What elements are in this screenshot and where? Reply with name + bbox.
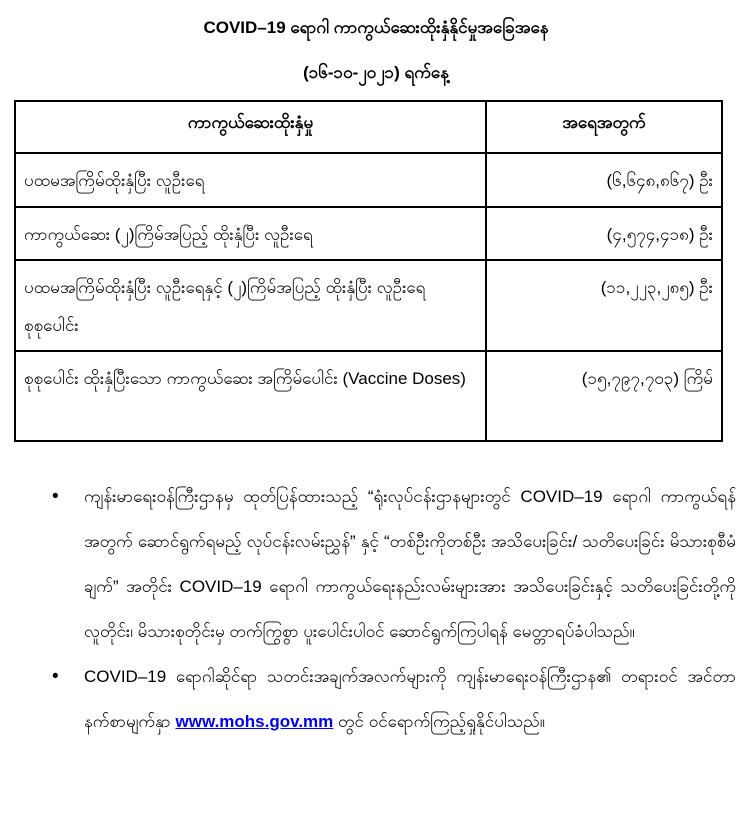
document-date: (၁၆-၁၀-၂၀၂၁) ရက်နေ့ [303,63,449,83]
bullet-icon: • [52,665,59,687]
row-label-fully-vaccinated: ကာကွယ်ဆေး (၂)ကြိမ်အပြည့် ထိုးနှံပြီး လူဦးရေ [15,207,486,260]
table-header-count: အရေအတွက် [486,101,722,153]
bullet-icon: • [52,485,59,507]
table-row [15,153,722,206]
row-value-total-people: (၁၁,၂၂၃,၂၈၅) ဦး [486,260,722,351]
row-value-total-doses: (၁၅,၇၉၇,၇၀၃) ကြိမ် [486,351,722,441]
table-header-row [15,101,722,153]
table-header-vaccination: ကာကွယ်ဆေးထိုးနှံမှု [15,101,486,153]
bullet-list [14,474,738,744]
website-paragraph [84,654,736,744]
row-label-first-dose: ပထမအကြိမ်ထိုးနှံပြီး လူဦးရေ [15,153,486,206]
mohs-website-link[interactable]: www.mohs.gov.mm [175,711,334,731]
table-row [15,207,722,260]
bullet-item [52,474,736,654]
table-row [15,351,722,441]
row-label-total-people: ပထမအကြိမ်ထိုးနှံပြီး လူဦးရေနှင့် (၂)ကြိမ်အပြည့် ထိုးနှံပြီး လူဦးရေစုစုပေါင်း [15,260,486,351]
guideline-paragraph: ကျန်းမာရေးဝန်ကြီးဌာနမှ ထုတ်ပြန်ထားသည့် “ရုံးလုပ်ငန်းဌာနများတွင် COVID–19 ရောဂါ ကာကွယ်ရန်အတွက် ဆောင်ရွက်ရမည့် လုပ်ငန်းလမ်းညွှန်” နှင့် “တစ်ဦးကိုတစ်ဦး အသိပေးခြင်း/ သတိပေးခြင်း မိသားစုစီမံချက်” အတိုင်း COVID–19 ရောဂါ ကာကွယ်ရေးနည်းလမ်းများအား အသိပေးခြင်းနှင့် သတိပေးခြင်းတို့ကို လူတိုင်း၊ မိသားစုတိုင်းမှ တက်ကြွစွာ ပူးပေါင်းပါဝင် ဆောင်ရွက်ကြပါရန် မေတ္တာရပ်ခံပါသည်။ [84,486,736,641]
document-title: COVID–19 ရောဂါ ကာကွယ်ဆေးထိုးနှံနိုင်မှုအခြေအနေ [203,18,549,37]
row-label-total-doses: စုစုပေါင်း ထိုးနှံပြီးသော ကာကွယ်ဆေး အကြိမ်ပေါင်း (Vaccine Doses) [15,351,486,441]
row-value-first-dose: (၆,၆၄၈,၈၆၇) ဦး [486,153,722,206]
vaccination-table [14,100,723,442]
website-paragraph-before-link: COVID–19 ရောဂါဆိုင်ရာ သတင်းအချက်အလက်များကို ကျန်းမာရေးဝန်ကြီးဌာန၏ တရားဝင် အင်တာနက်စာမျက်နှာ [84,666,736,731]
website-paragraph-after-link: တွင် ဝင်ရောက်ကြည့်ရှုနိုင်ပါသည်။ [333,711,545,731]
bullet-item [52,654,736,744]
row-value-fully-vaccinated: (၄,၅၇၄,၄၁၈) ဦး [486,207,722,260]
table-row [15,260,722,351]
